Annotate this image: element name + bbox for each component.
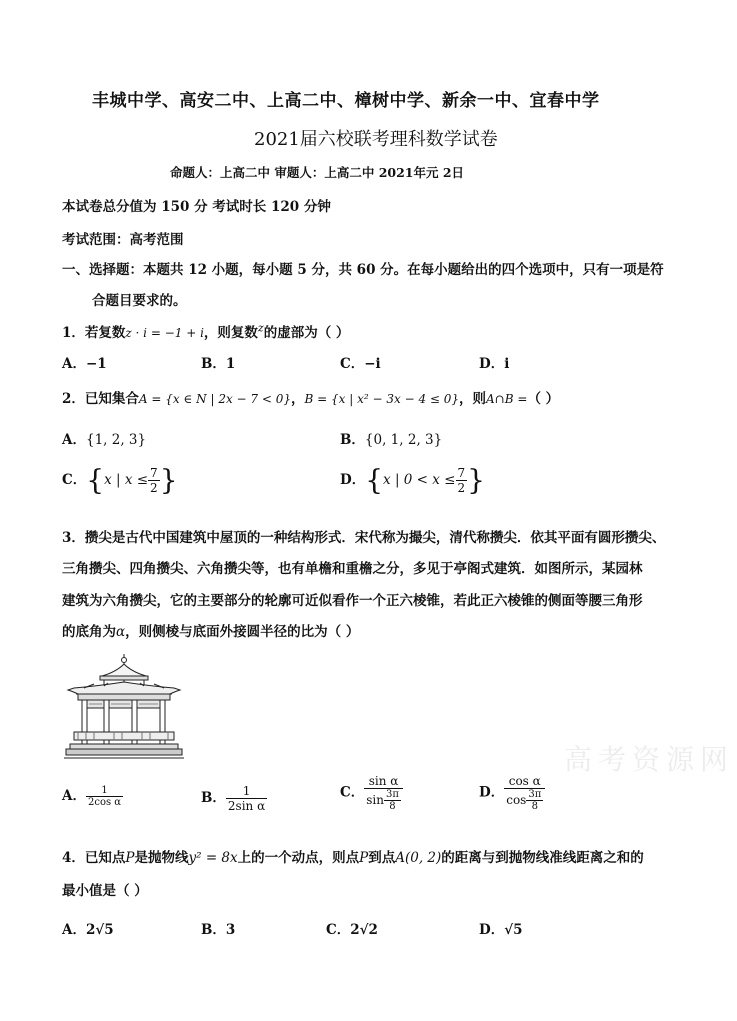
q1-expression: z · i = −1 + i [125, 326, 204, 340]
frac-numerator: 7 [457, 466, 466, 480]
q2-expression: A∩B = [486, 392, 528, 406]
section1-instructions-line2: 合题目要求的。 [92, 293, 187, 309]
q2-option-c-expr: x | x ≤ [104, 472, 149, 488]
frac-numerator: 1 [226, 784, 267, 799]
frac-denominator: 2 [457, 481, 466, 495]
q4-mid1: 是抛物线 [134, 850, 189, 866]
q3-option-d-cos: cos [506, 793, 527, 807]
q4-point-p: P [125, 850, 135, 866]
q1-mid: ，则复数 [203, 325, 258, 341]
q4-point-a: A(0, 2) [395, 850, 442, 866]
q3-option-c-sin: sin [366, 793, 384, 807]
q3-option-a-label: A． [62, 788, 86, 804]
q3-option-c-angle-frac [384, 789, 401, 812]
exam-authors: 命题人：上高二中 审题人：上高二中 2021年元 2日 [170, 165, 465, 180]
q2-suffix: ，则 [459, 391, 487, 407]
q2-option-d [340, 463, 485, 497]
frac-numerator: 1 [86, 785, 123, 797]
q2-option-b [340, 428, 442, 448]
q2-option-b-label: B． [340, 432, 365, 448]
q3-alpha: α [116, 624, 126, 640]
q2-comma: ， [291, 391, 305, 407]
q2-option-c-frac [148, 466, 160, 495]
frac-denominator [504, 789, 545, 812]
frac-numerator: 3π [385, 789, 399, 800]
q3-line1: 3．攒尖是古代中国建筑中屋顶的一种结构形式．宋代称为撮尖，清代称攒尖．依其平面有圆形攒尖、 [62, 530, 666, 546]
q3-option-b-frac [226, 784, 267, 813]
section1-instructions-line1: 一、选择题：本题共 12 小题，每小题 5 分，共 60 分。在每小题给出的四个选项中，只有一项是符 [62, 262, 664, 278]
q4-option-b: B．3 [201, 922, 236, 938]
q3-option-a-frac [86, 785, 123, 808]
q1-option-c: C．−i [340, 356, 381, 372]
q4-mid3: 到点 [368, 850, 396, 866]
score-time-info: 本试卷总分值为 150 分 考试时长 120 分钟 [62, 199, 331, 215]
q3-option-c [340, 774, 403, 812]
frac-denominator: 2 [150, 481, 158, 495]
frac-denominator: 8 [389, 801, 396, 812]
q4-prefix: 4．已知点 [62, 850, 126, 866]
q2-option-c-label: C． [62, 472, 87, 488]
q2-prefix: 2．已知集合 [62, 391, 139, 407]
q3-option-a [62, 784, 123, 808]
question-4 [62, 846, 644, 866]
exam-scope: 考试范围：高考范围 [62, 232, 184, 248]
q4-parabola: y² = 8x [188, 850, 238, 866]
frac-denominator: 8 [531, 801, 538, 812]
frac-denominator: 2cos α [87, 797, 122, 808]
q3-option-c-label: C． [340, 784, 365, 801]
q3-line2: 三角攒尖、四角攒尖、六角攒尖等，也有单檐和重檐之分，多见于亭阁式建筑．如图所示，某园林 [62, 561, 643, 577]
q4-mid2: 上的一个动点，则点 [237, 850, 360, 866]
q2-paren: （ ） [527, 391, 560, 407]
q3-option-d-angle-frac [526, 789, 543, 812]
q4-option-d: D．√5 [479, 922, 523, 938]
q2-option-c-lbrace: { [86, 463, 105, 497]
frac-denominator: 2sin α [227, 799, 266, 813]
q1-option-b: B．1 [201, 356, 236, 372]
q1-option-a: A．−1 [62, 356, 107, 372]
q2-option-a-label: A． [62, 432, 86, 448]
q4-option-a: A．2√5 [62, 922, 114, 938]
q3-option-d-frac [504, 774, 545, 812]
q1-var: z [257, 321, 264, 335]
q2-option-c [62, 463, 178, 497]
q3-line4 [62, 620, 359, 640]
q1-suffix: 的虚部为（ ） [263, 325, 350, 341]
q4-suffix: 的距离与到抛物线准线距离之和的 [441, 850, 644, 866]
question-1 [62, 321, 349, 341]
frac-numerator: cos α [504, 774, 545, 789]
q4-point-p-2: P [359, 850, 369, 866]
q3-line3: 建筑为六角攒尖，它的主要部分的轮廓可近似看作一个正六棱锥，若此正六棱锥的侧面等腰三角形 [62, 593, 643, 609]
pavilion-illustration [64, 652, 184, 764]
q1-prefix: 1．若复数 [62, 325, 126, 341]
frac-denominator [364, 789, 403, 812]
q2-option-b-value: {0, 1, 2, 3} [364, 432, 443, 448]
watermark: 高考资源网 [564, 743, 735, 776]
q2-option-d-label: D． [340, 472, 366, 488]
q2-option-d-expr: x | 0 < x ≤ [383, 472, 456, 488]
q2-option-c-rbrace: } [159, 463, 178, 497]
q2-option-a-value: {1, 2, 3} [85, 432, 147, 448]
q3-line4-pre: 的底角为 [62, 624, 116, 640]
q3-option-d-label: D． [479, 784, 505, 801]
q2-option-d-lbrace: { [365, 463, 384, 497]
question-2 [62, 387, 559, 407]
frac-numerator: 3π [528, 789, 542, 800]
q3-option-d [479, 774, 545, 812]
school-list: 丰城中学、高安二中、上高二中、樟树中学、新余一中、宜春中学 [92, 91, 600, 111]
q1-option-d: D．i [479, 356, 510, 372]
q3-option-b [201, 784, 267, 813]
exam-title: 2021届六校联考理科数学试卷 [254, 129, 498, 150]
q2-option-a [62, 428, 146, 448]
q3-option-b-label: B． [201, 790, 226, 806]
q4-line2: 最小值是（ ） [62, 883, 148, 899]
q2-option-d-rbrace: } [467, 463, 485, 497]
frac-numerator: sin α [364, 774, 403, 789]
q2-option-d-frac [456, 466, 468, 495]
q2-set-b: B = {x | x² − 3x − 4 ≤ 0} [304, 392, 460, 406]
q2-set-a: A = {x ∈ N | 2x − 7 < 0} [138, 392, 292, 406]
q3-option-c-frac [364, 774, 403, 812]
q3-line4-post: ，则侧棱与底面外接圆半径的比为（ ） [125, 624, 360, 640]
q4-option-c: C．2√2 [326, 922, 378, 938]
frac-numerator: 7 [150, 466, 158, 480]
